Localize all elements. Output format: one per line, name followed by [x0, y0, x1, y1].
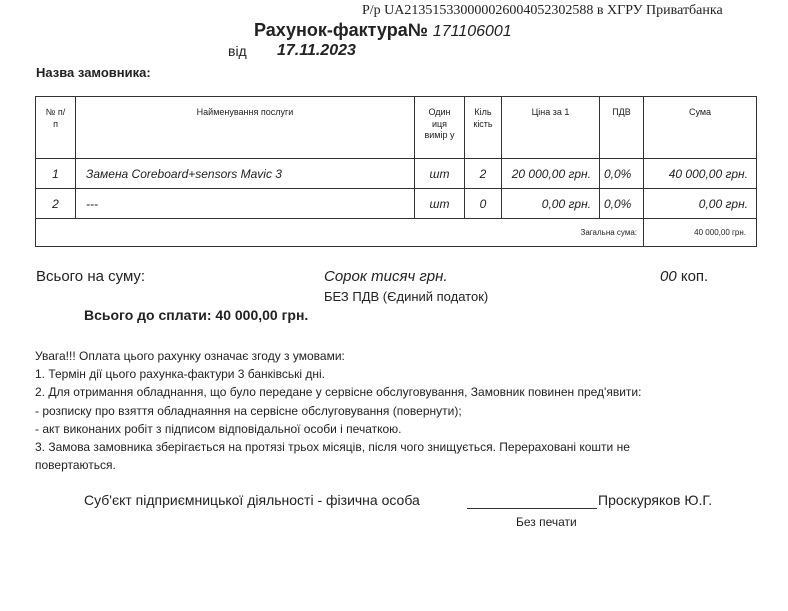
table-row — [36, 159, 757, 189]
cell-no: 2 — [36, 189, 76, 219]
total-value: 40 000,00 грн. — [644, 219, 757, 247]
signature-line — [467, 508, 597, 509]
signature-note: Без печати — [516, 515, 577, 529]
signature-label: Суб'єкт підприємницької діяльності - фізична особа — [84, 492, 420, 508]
cell-no: 1 — [36, 159, 76, 189]
no-vat-note: БЕЗ ПДВ (Єдиний податок) — [324, 289, 489, 304]
note-line: 2. Для отримання обладнання, що було передане у сервісне обслуговування, Замовник повинен пред'явити: — [35, 385, 642, 400]
note-line: - акт виконаних робіт з підписом відповідальної особи і печаткою. — [35, 421, 402, 436]
note-line: повертаються. — [35, 458, 116, 473]
cell-service: --- — [76, 189, 415, 219]
note-line: 3. Замова замовника зберігається на протязі трьох місяців, після чого знищується. Перераховані кошти не — [35, 440, 630, 455]
header-service: Найменування послуги — [76, 97, 415, 159]
cell-sum: 0,00 грн. — [644, 189, 757, 219]
kop-label: коп. — [680, 268, 709, 285]
date-label: від — [228, 43, 247, 59]
header-vat: ПДВ — [600, 97, 644, 159]
signature-name: Проскуряков Ю.Г. — [598, 492, 713, 508]
invoice-table — [35, 96, 757, 247]
cell-vat: 0,0% — [600, 189, 644, 219]
cell-qty: 0 — [465, 189, 502, 219]
cell-unit: шт — [415, 189, 465, 219]
cell-qty: 2 — [465, 159, 502, 189]
cell-vat: 0,0% — [600, 159, 644, 189]
cell-price: 20 000,00 грн. — [502, 159, 600, 189]
header-price: Ціна за 1 — [502, 97, 600, 159]
bank-account: Р/р UA213515330000026004052302588 в ХГРУ Приватбанка — [362, 3, 723, 18]
invoice-number: 171106001 — [432, 23, 512, 40]
table-total-row — [36, 219, 757, 247]
sum-in-words: Сорок тисяч грн. — [324, 268, 448, 285]
cell-service: Замена Coreboard+sensors Mavic 3 — [76, 159, 415, 189]
title-text: Рахунок-фактура№ — [254, 20, 428, 40]
table-row — [36, 189, 757, 219]
cell-unit: шт — [415, 159, 465, 189]
header-sum: Сума — [644, 97, 757, 159]
note-line: Увага!!! Оплата цього рахунку означає згоду з умовами: — [35, 349, 345, 363]
note-line: - розписку про взяття обладнаяння на сервісне обслуговування (повернути); — [35, 403, 462, 418]
client-label: Назва замовника: — [36, 65, 151, 80]
terms-notes — [35, 347, 735, 474]
kop-value: 00 — [660, 268, 677, 285]
page-title — [254, 20, 512, 41]
note-line: 1. Термін дії цього рахунка-фактури 3 банківські дні. — [35, 367, 325, 382]
header-qty: Кіль кість — [465, 97, 502, 159]
sum-label: Всього на суму: — [36, 268, 146, 285]
header-unit: Один иця вимір у — [415, 97, 465, 159]
total-to-pay: Всього до сплати: 40 000,00 грн. — [84, 307, 309, 323]
sum-kopecks — [660, 268, 708, 285]
cell-sum: 40 000,00 грн. — [644, 159, 757, 189]
total-label: Загальна сума: — [36, 219, 644, 247]
invoice-date: 17.11.2023 — [277, 42, 356, 59]
header-no: № п/п — [36, 97, 76, 159]
cell-price: 0,00 грн. — [502, 189, 600, 219]
table-header-row — [36, 97, 757, 159]
